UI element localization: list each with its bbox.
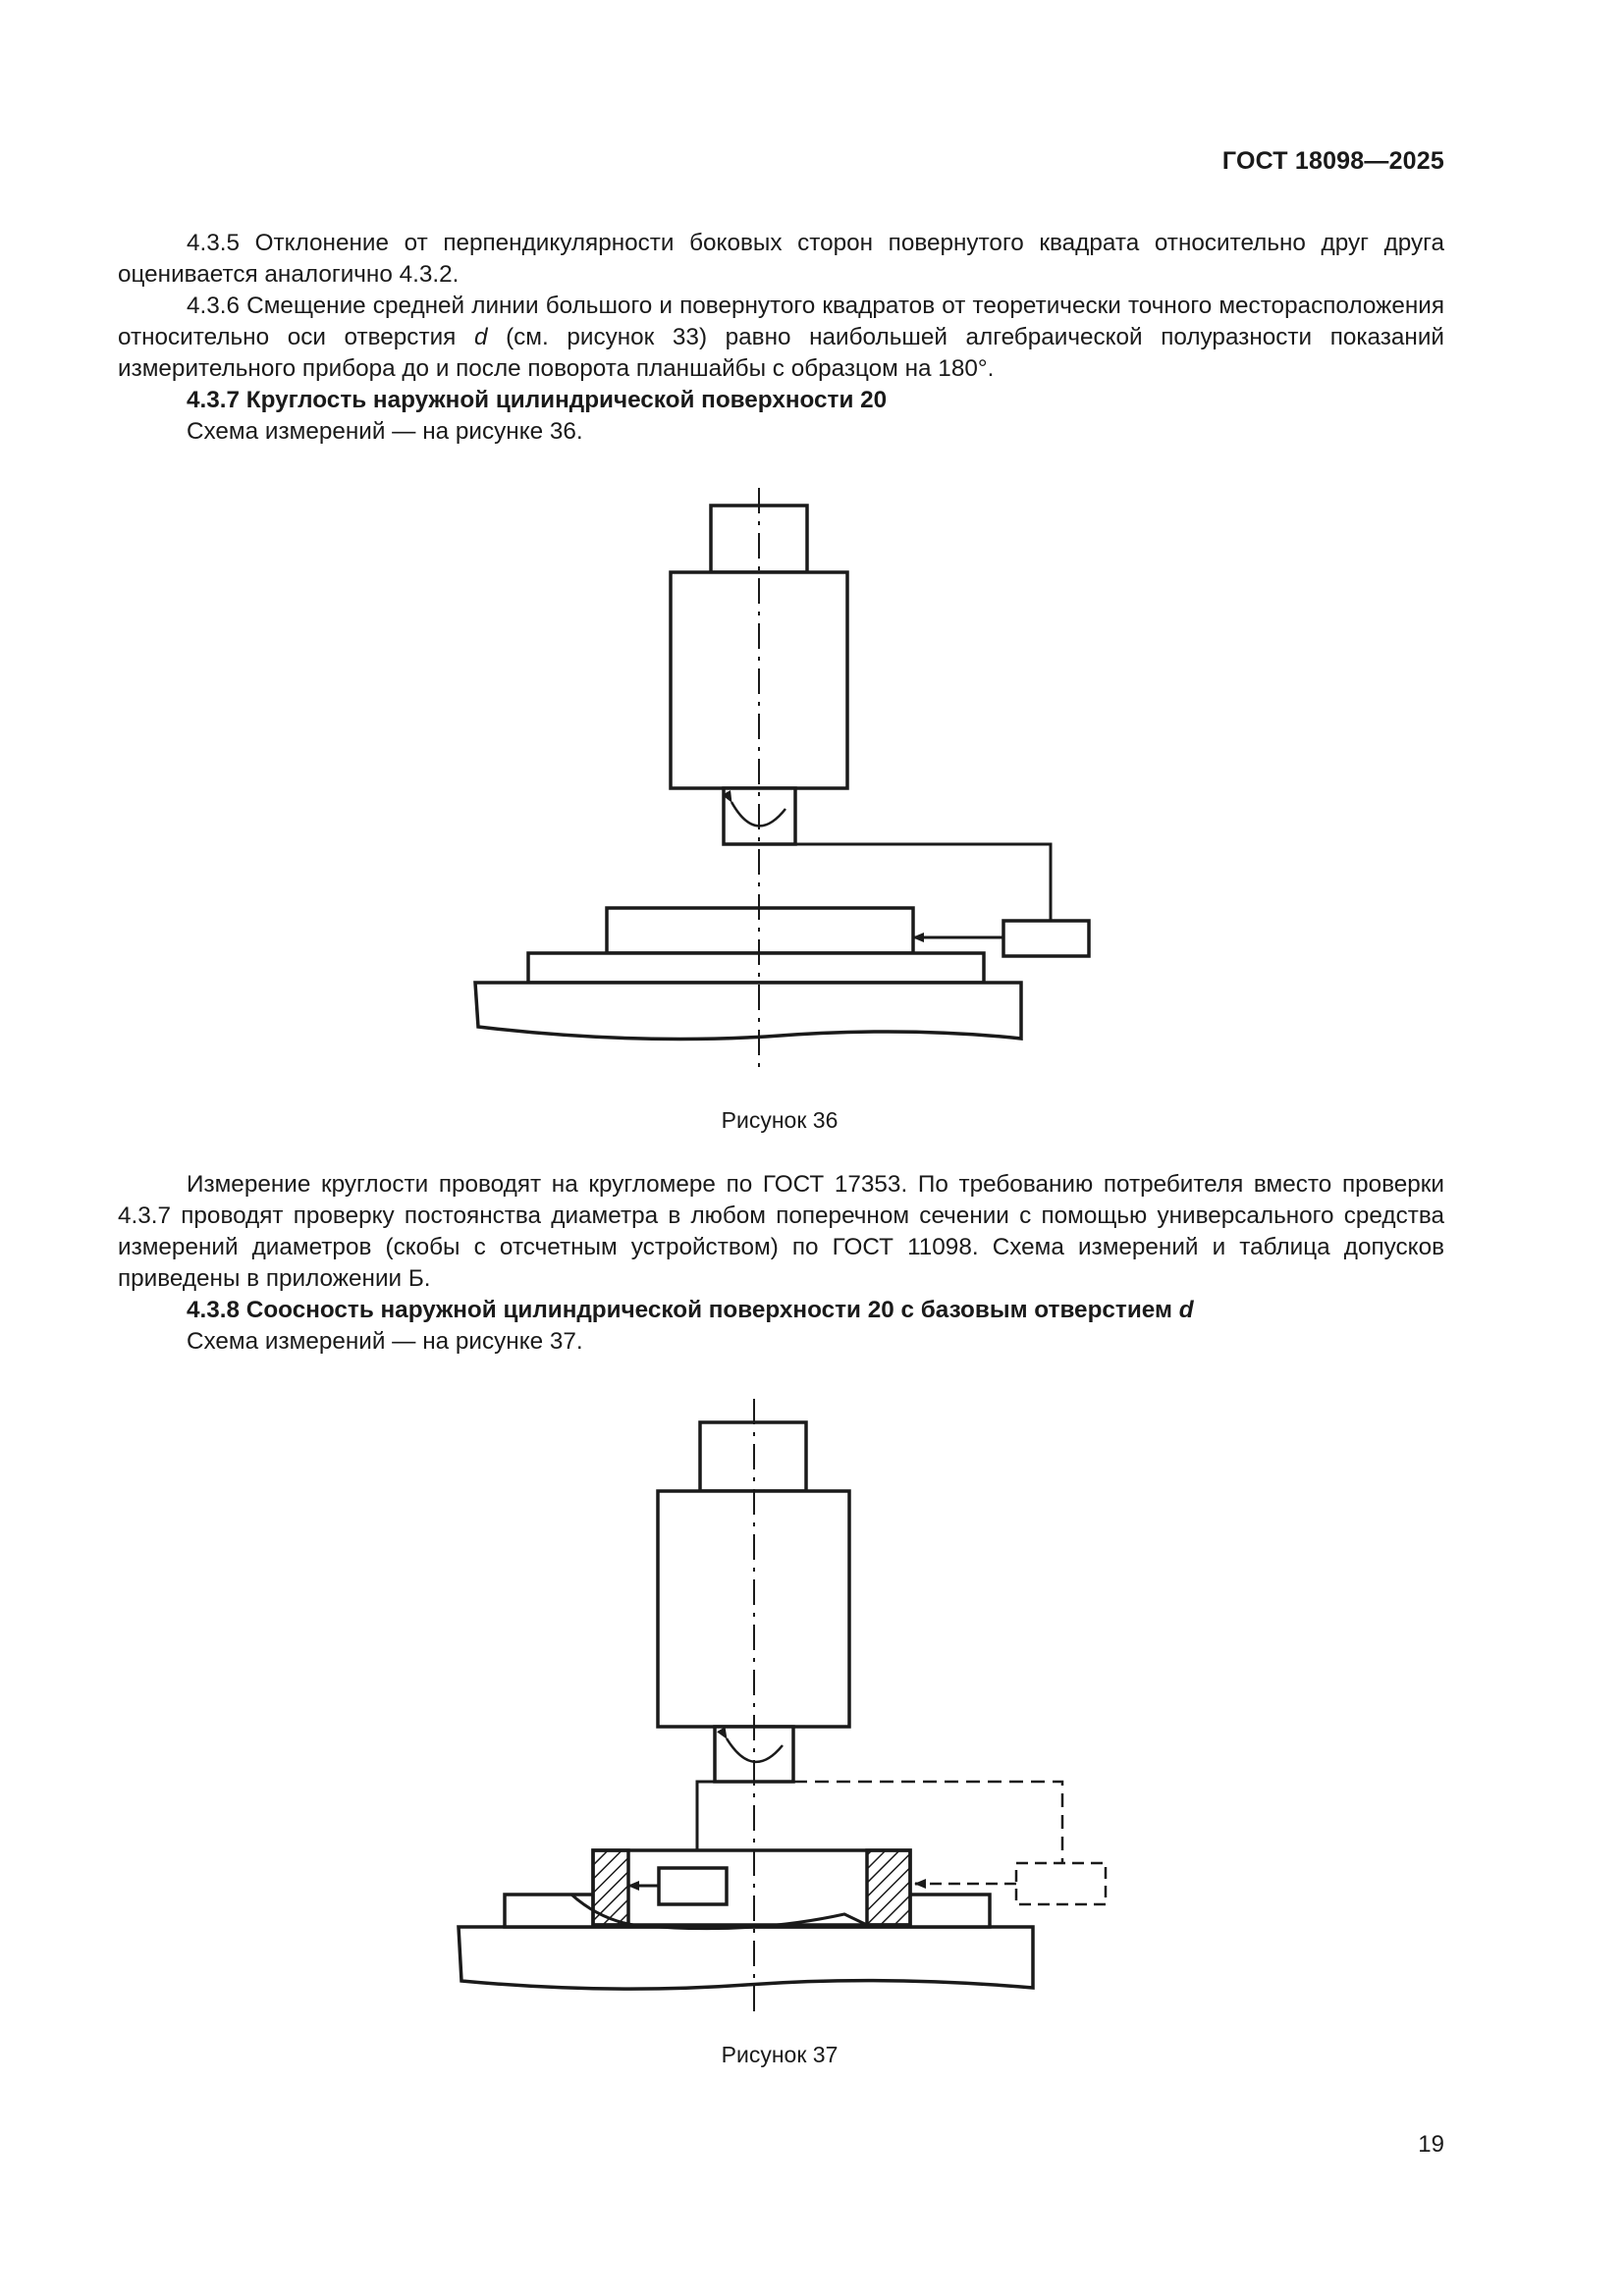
internal-indicator-arm: [697, 1782, 715, 1868]
machine-base: [475, 983, 1021, 1039]
external-indicator-arm-dashed: [793, 1782, 1062, 1863]
figure-36-diagram: [0, 0, 1624, 1099]
spindle-body-37: [658, 1491, 849, 1727]
paragraph-roundness: Измерение круглости проводят на кругломере по ГОСТ 17353. По требованию потребителя вместо проверки 4.3.7 проводят проверку постоянства диаметра в любом поперечном сечении с помощью универсального средства измерений диаметров (скобы с отсчетным устройством) по ГОСТ 11098. Схема измерений и таблица допусков приведены в приложении Б.: [118, 1171, 1444, 1292]
heading-4-3-8: [118, 1295, 1444, 1326]
internal-indicator-box: [659, 1868, 727, 1904]
standard-code: ГОСТ 18098—2025: [1221, 147, 1444, 175]
workpiece-ring: [593, 1850, 910, 1925]
rotary-table: [528, 953, 984, 983]
spindle-cap-37: [700, 1422, 806, 1491]
external-indicator-dashed: [1016, 1863, 1106, 1904]
ring-wall-left: [593, 1850, 628, 1925]
text-block-bottom: [118, 1169, 1444, 1358]
indicator-box: [1003, 921, 1089, 956]
machine-base-37: [459, 1927, 1033, 1989]
page-number: 19: [1418, 2131, 1444, 2158]
paragraph-4-3-5: 4.3.5 Отклонение от перпендикулярности боковых сторон повернутого квадрата относительно друг друга оценивается аналогично 4.3.2.: [118, 230, 1444, 288]
bore-cutaway: [571, 1895, 867, 1929]
hole-variable: d: [473, 324, 488, 350]
figure-37-caption: Рисунок 37: [721, 2042, 839, 2067]
figure-36-caption: Рисунок 36: [721, 1107, 839, 1133]
base-hole-variable: d: [1178, 1297, 1194, 1323]
scheme-reference-37: Схема измерений — на рисунке 37.: [187, 1328, 583, 1355]
rotation-arrow-37: [727, 1738, 783, 1762]
spindle-nose-37: [715, 1727, 793, 1782]
heading-4-3-7: 4.3.7 Круглость наружной цилиндрической поверхности 20: [187, 387, 888, 413]
ring-wall-right: [867, 1850, 910, 1925]
paragraph-4-3-6-end: (см. рисунок 33) равно наибольшей алгебраической полуразности показаний измерительного прибора до и после поворота планшайбы с образцом на 180°.: [118, 324, 1444, 382]
paragraph-4-3-6-start: 4.3.6 Смещение средней линии большого и повернутого квадратов от теоретически точного месторасположения относительно оси отверстия: [118, 293, 1444, 350]
rotary-table-37: [505, 1895, 990, 1927]
scheme-reference-36: Схема измерений — на рисунке 36.: [187, 418, 583, 445]
heading-4-3-8-start: 4.3.8 Соосность наружной цилиндрической поверхности 20 с базовым отверстием: [187, 1297, 1179, 1323]
